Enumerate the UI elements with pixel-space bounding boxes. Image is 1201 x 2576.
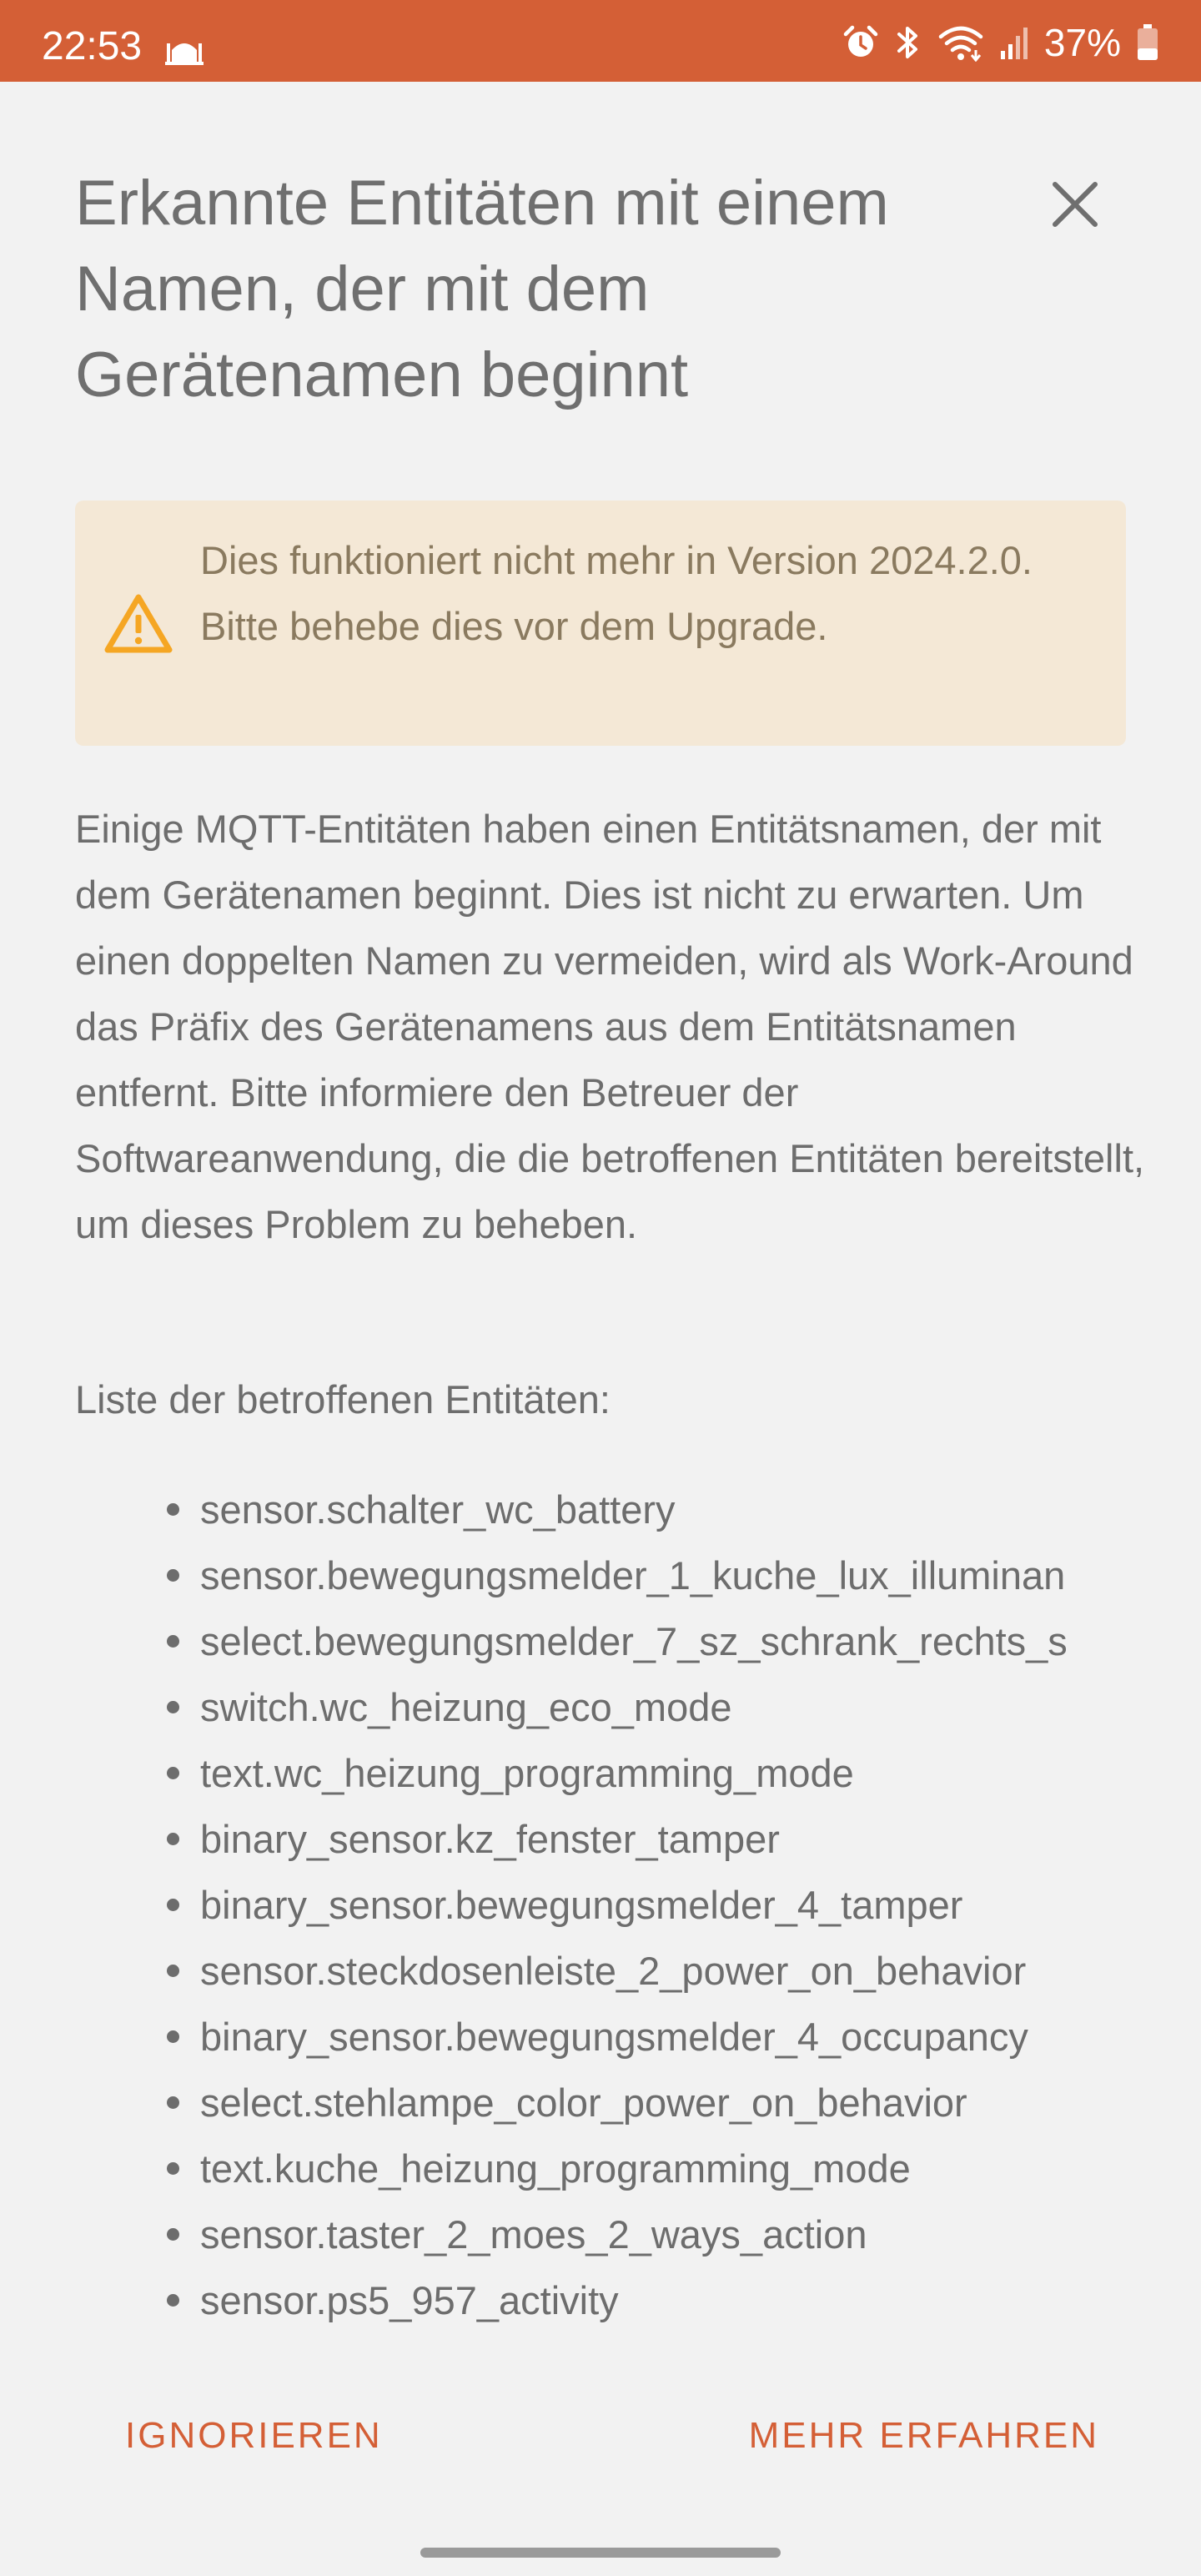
alarm-icon [842,24,879,61]
list-item [0,2136,1201,2201]
close-icon[interactable] [1050,179,1100,229]
list-item [0,1938,1201,2004]
bullet [167,2228,179,2241]
list-item [0,1608,1201,1674]
bullet [167,1833,179,1845]
bullet [167,1767,179,1779]
status-time: 22:53 [42,24,143,68]
dialog-title: Erkannte Entitäten mit einem Namen, der mit dem Gerätenamen beginnt [75,168,889,410]
entity-id: binary_sensor.kz_fenster_tamper [200,1817,780,1861]
battery-percentage: 37% [1043,21,1121,64]
list-item [0,2070,1201,2136]
ignore-button[interactable]: IGNORIEREN [125,2415,383,2456]
wifi-icon [937,23,984,62]
bullet [167,2096,179,2109]
learn-more-button[interactable]: MEHR ERFAHREN [748,2415,1099,2456]
bullet [167,1965,179,1977]
description-text: Einige MQTT-Entitäten haben einen Entitätsnamen, der mit dem Gerätenamen beginnt. Dies ist nicht zu erwarten. Um einen doppelten Namen zu vermeiden, wird als Work-Around das Präfix des Gerätenamens aus dem Entitätsnamen entfernt. Bitte informiere den Betreuer der Softwareanwendung, die die betroffenen Entitäten bereitstellt, um dieses Problem zu beheben. [75,807,1145,1246]
bullet [167,1635,179,1648]
bullet [167,1569,179,1582]
warning-alert [75,501,1126,746]
entity-id: sensor.schalter_wc_battery [200,1487,676,1532]
bullet [167,2162,179,2175]
bullet [167,2294,179,2307]
list-label: Liste der betroffenen Entitäten: [75,1377,611,1421]
signal-icon [999,24,1029,61]
list-item [0,1806,1201,1872]
warning-icon [103,592,173,654]
entity-id: sensor.bewegungsmelder_1_kuche_lux_illuminan [200,1553,1066,1597]
entity-id: sensor.taster_2_moes_2_ways_action [200,2212,867,2257]
status-icons [842,22,1159,63]
entity-id: text.wc_heizung_programming_mode [200,1751,854,1795]
bluetooth-icon [894,23,922,62]
list-item [0,2004,1201,2070]
battery-icon [1136,23,1159,62]
status-bar [0,0,1201,82]
mosque-icon [165,35,204,68]
list-item [0,2267,1201,2333]
home-indicator[interactable] [420,2548,781,2558]
list-item [0,1872,1201,1938]
list-item [0,1542,1201,1608]
entity-id: binary_sensor.bewegungsmelder_4_tamper [200,1883,963,1927]
entity-id: sensor.ps5_957_activity [200,2278,619,2322]
entity-id: text.kuche_heizung_programming_mode [200,2146,911,2191]
warning-text: Dies funktioniert nicht mehr in Version 2024.2.0. Bitte behebe dies vor dem Upgrade. [200,538,1033,648]
entity-list [0,1477,1201,2333]
bullet [167,1701,179,1713]
list-item [0,1477,1201,1542]
bullet [167,1899,179,1911]
list-item [0,1674,1201,1740]
entity-id: select.bewegungsmelder_7_sz_schrank_rechts_s [200,1619,1068,1663]
entity-id: binary_sensor.bewegungsmelder_4_occupancy [200,2015,1028,2059]
bullet [167,1503,179,1516]
entity-id: sensor.steckdosenleiste_2_power_on_behavior [200,1949,1027,1993]
close-button[interactable] [1044,174,1106,235]
bullet [167,2030,179,2043]
entity-id: select.stehlampe_color_power_on_behavior [200,2080,967,2125]
entity-id: switch.wc_heizung_eco_mode [200,1685,732,1729]
list-item [0,1740,1201,1806]
list-item [0,2201,1201,2267]
